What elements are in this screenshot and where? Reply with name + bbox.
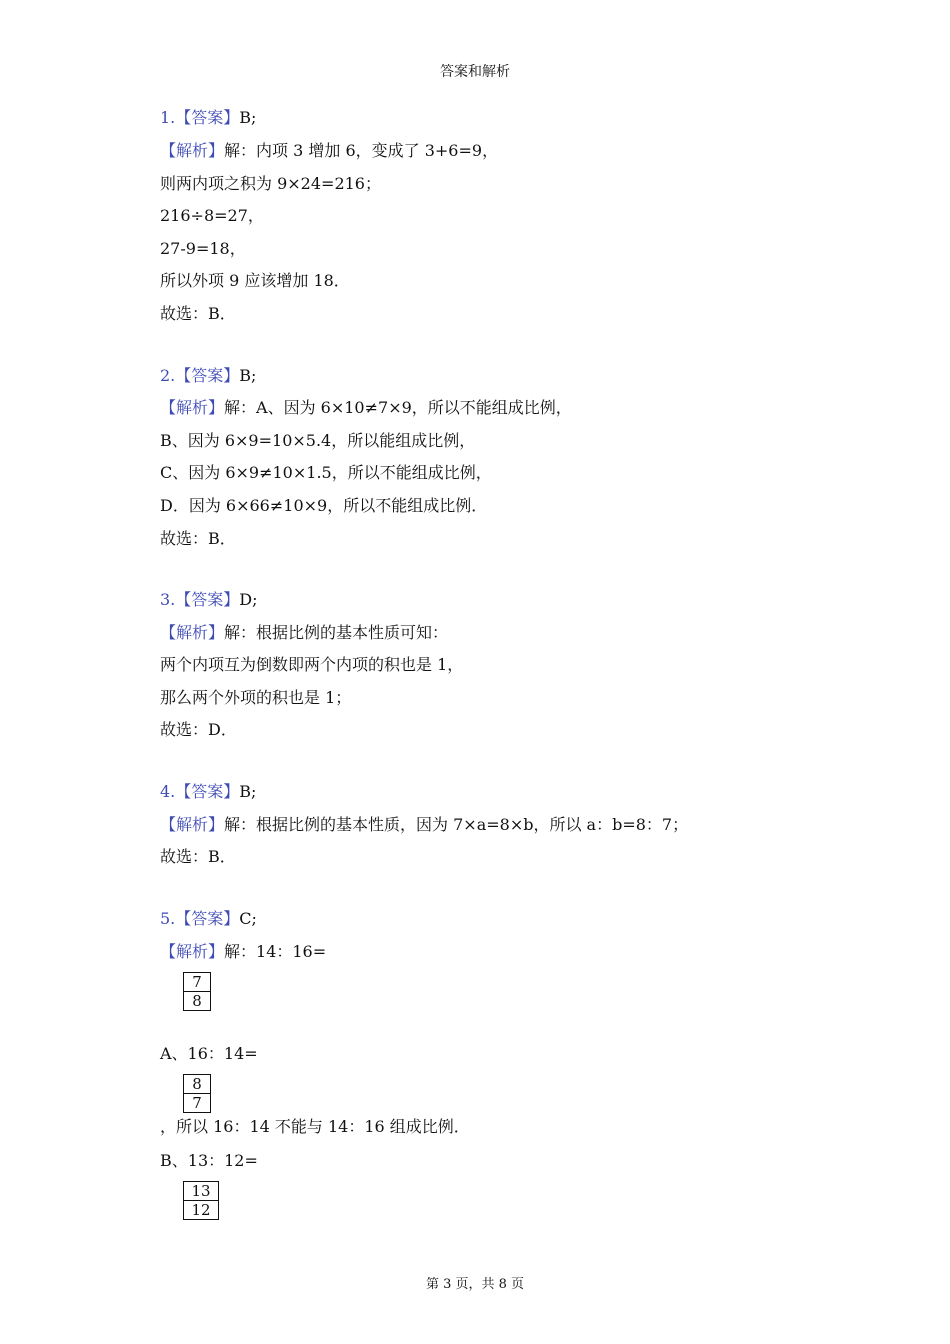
q3-answer-line xyxy=(160,590,258,610)
q5-option-a: A、16：14= xyxy=(160,1044,258,1063)
q4-explanation-tag: 【解析】 xyxy=(160,815,225,834)
q4-answer-line xyxy=(160,782,256,802)
q2-explanation-line xyxy=(160,398,572,418)
q1-explanation-line xyxy=(160,141,498,161)
q5-answer-line xyxy=(160,909,257,929)
q3-number: 3. xyxy=(160,590,176,609)
q4-explanation-line xyxy=(160,815,688,835)
q1-number: 1. xyxy=(160,108,176,127)
q4-answer-tag: 【答案】 xyxy=(175,782,240,801)
fraction-13-12 xyxy=(183,1181,219,1220)
q3-explanation-tag: 【解析】 xyxy=(160,623,225,642)
q2-answer-line xyxy=(160,366,256,386)
fraction-numerator: 13 xyxy=(191,1182,211,1200)
q2-answer-tag: 【答案】 xyxy=(175,366,240,385)
fraction-denominator: 7 xyxy=(184,1093,210,1112)
q2-explanation-tag: 【解析】 xyxy=(160,398,225,417)
q5-explanation-line xyxy=(160,942,326,962)
q4-number: 4. xyxy=(160,782,176,801)
q2-text: 解：A、因为 6×10≠7×9，所以不能组成比例， xyxy=(224,398,572,417)
q3-conclusion: 故选：D． xyxy=(160,720,237,739)
q5-explanation-tag: 【解析】 xyxy=(160,942,225,961)
q5-number: 5. xyxy=(160,909,176,928)
q5-answer: C; xyxy=(239,909,257,928)
q5-answer-tag: 【答案】 xyxy=(175,909,240,928)
fraction-numerator: 8 xyxy=(192,1075,202,1093)
q1-explanation-tag: 【解析】 xyxy=(160,141,225,160)
q5-text: 解：14：16= xyxy=(224,942,327,961)
q1-conclusion: 故选：B． xyxy=(160,304,236,323)
q1-text: 解：内项 3 增加 6，变成了 3+6=9， xyxy=(224,141,499,160)
q1-answer-tag: 【答案】 xyxy=(175,108,240,127)
q1-text: 则两内项之积为 9×24=216； xyxy=(160,174,381,193)
q2-answer: B; xyxy=(239,366,257,385)
fraction-denominator: 8 xyxy=(184,991,210,1010)
page-footer: 第 3 页，共 8 页 xyxy=(425,1277,525,1292)
q3-text: 那么两个外项的积也是 1； xyxy=(160,688,352,707)
q3-answer: D; xyxy=(239,590,258,609)
q1-answer: B; xyxy=(239,108,257,127)
q3-text: 两个内项互为倒数即两个内项的积也是 1， xyxy=(160,655,464,674)
fraction-numerator: 7 xyxy=(192,973,202,991)
q1-text: 216÷8=27， xyxy=(160,206,264,225)
fraction-7-8 xyxy=(183,972,211,1011)
q3-text: 解：根据比例的基本性质可知： xyxy=(224,623,449,642)
q3-explanation-line xyxy=(160,623,448,643)
q1-text: 所以外项 9 应该增加 18． xyxy=(160,271,350,290)
fraction-8-7 xyxy=(183,1074,211,1113)
fraction-denominator: 12 xyxy=(184,1200,218,1219)
q5-option-b: B、13：12= xyxy=(160,1151,258,1170)
q2-text: D．因为 6×66≠10×9，所以不能组成比例． xyxy=(160,496,488,515)
q2-text: C、因为 6×9≠10×1.5，所以不能组成比例， xyxy=(160,463,492,482)
q2-number: 2. xyxy=(160,366,176,385)
q2-text: B、因为 6×9=10×5.4，所以能组成比例， xyxy=(160,431,476,450)
q2-conclusion: 故选：B． xyxy=(160,529,236,548)
q1-answer-line xyxy=(160,108,256,128)
q4-answer: B; xyxy=(239,782,257,801)
q3-answer-tag: 【答案】 xyxy=(175,590,240,609)
q4-text: 解：根据比例的基本性质，因为 7×a=8×b，所以 a：b=8：7； xyxy=(224,815,689,834)
q5-option-a-conclusion: ，所以 16：14 不能与 14：16 组成比例． xyxy=(160,1117,470,1136)
page-header: 答案和解析 xyxy=(440,64,510,80)
q4-conclusion: 故选：B． xyxy=(160,847,236,866)
q1-text: 27-9=18， xyxy=(160,239,246,258)
